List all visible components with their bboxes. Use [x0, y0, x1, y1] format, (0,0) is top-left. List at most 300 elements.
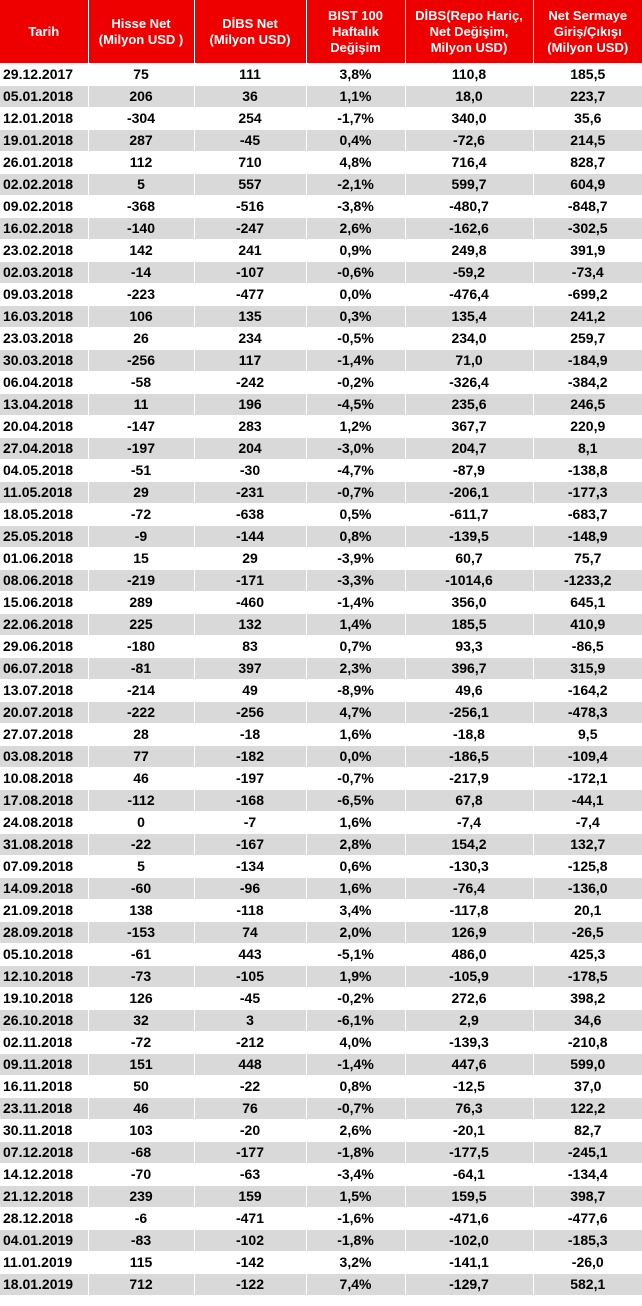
net-sermaye-cell: 82,7 — [533, 1120, 642, 1142]
date-cell: 23.03.2018 — [0, 328, 88, 350]
net-sermaye-cell: 582,1 — [533, 1274, 642, 1296]
dibs-net-cell: -168 — [194, 790, 306, 812]
hisse-net-cell: 289 — [88, 592, 194, 614]
dibs-repo-cell: 67,8 — [405, 790, 533, 812]
dibs-net-cell: -142 — [194, 1252, 306, 1274]
dibs-repo-cell: -139,5 — [405, 526, 533, 548]
dibs-net-cell: 111 — [194, 64, 306, 86]
table-row — [0, 328, 642, 350]
bist100-change-cell: -3,4% — [306, 1164, 405, 1186]
date-cell: 03.08.2018 — [0, 746, 88, 768]
date-cell: 14.12.2018 — [0, 1164, 88, 1186]
dibs-net-cell: -96 — [194, 878, 306, 900]
table-row — [0, 988, 642, 1010]
hisse-net-cell: 225 — [88, 614, 194, 636]
date-cell: 15.06.2018 — [0, 592, 88, 614]
hisse-net-cell: -304 — [88, 108, 194, 130]
dibs-net-cell: -22 — [194, 1076, 306, 1098]
date-cell: 01.06.2018 — [0, 548, 88, 570]
table-row — [0, 790, 642, 812]
table-row — [0, 856, 642, 878]
bist100-change-cell: 7,4% — [306, 1274, 405, 1296]
dibs-net-cell: 710 — [194, 152, 306, 174]
hisse-net-cell: -72 — [88, 504, 194, 526]
dibs-repo-cell: 49,6 — [405, 680, 533, 702]
bist100-change-cell: 1,6% — [306, 724, 405, 746]
dibs-repo-cell: 396,7 — [405, 658, 533, 680]
date-cell: 30.11.2018 — [0, 1120, 88, 1142]
dibs-net-cell: -167 — [194, 834, 306, 856]
hisse-net-cell: 26 — [88, 328, 194, 350]
bist100-change-cell: -1,4% — [306, 350, 405, 372]
net-sermaye-cell: 214,5 — [533, 130, 642, 152]
bist100-change-cell: -2,1% — [306, 174, 405, 196]
bist100-change-cell: -3,8% — [306, 196, 405, 218]
net-sermaye-cell: 9,5 — [533, 724, 642, 746]
date-cell: 12.01.2018 — [0, 108, 88, 130]
date-cell: 22.06.2018 — [0, 614, 88, 636]
hisse-net-cell: -70 — [88, 1164, 194, 1186]
dibs-repo-cell: 154,2 — [405, 834, 533, 856]
dibs-repo-cell: 2,9 — [405, 1010, 533, 1032]
table-row — [0, 768, 642, 790]
date-cell: 21.09.2018 — [0, 900, 88, 922]
dibs-net-cell: -122 — [194, 1274, 306, 1296]
date-cell: 24.08.2018 — [0, 812, 88, 834]
table-row — [0, 966, 642, 988]
table-row — [0, 1230, 642, 1252]
table-row — [0, 570, 642, 592]
date-cell: 19.01.2018 — [0, 130, 88, 152]
dibs-net-cell: 159 — [194, 1186, 306, 1208]
bist100-change-cell: 2,8% — [306, 834, 405, 856]
bist100-change-cell: 1,2% — [306, 416, 405, 438]
hisse-net-cell: -223 — [88, 284, 194, 306]
date-cell: 30.03.2018 — [0, 350, 88, 372]
net-sermaye-cell: 35,6 — [533, 108, 642, 130]
date-cell: 27.04.2018 — [0, 438, 88, 460]
table-row — [0, 922, 642, 944]
net-sermaye-cell: 599,0 — [533, 1054, 642, 1076]
column-header-line: Giriş/Çıkışı — [553, 23, 622, 39]
dibs-repo-cell: -476,4 — [405, 284, 533, 306]
bist100-change-cell: 1,4% — [306, 614, 405, 636]
dibs-repo-cell: -206,1 — [405, 482, 533, 504]
dibs-net-cell: 234 — [194, 328, 306, 350]
dibs-repo-cell: -72,6 — [405, 130, 533, 152]
table-row — [0, 614, 642, 636]
table-row — [0, 1142, 642, 1164]
dibs-net-cell: -247 — [194, 218, 306, 240]
net-sermaye-cell: 398,7 — [533, 1186, 642, 1208]
hisse-net-cell: 50 — [88, 1076, 194, 1098]
dibs-net-cell: -45 — [194, 988, 306, 1010]
dibs-net-cell: -638 — [194, 504, 306, 526]
header-dibs-net — [194, 0, 306, 64]
hisse-net-cell: 115 — [88, 1252, 194, 1274]
bist100-change-cell: -5,1% — [306, 944, 405, 966]
bist100-change-cell: -1,4% — [306, 592, 405, 614]
hisse-net-cell: -153 — [88, 922, 194, 944]
column-header-line: DİBS Net — [222, 15, 278, 31]
date-cell: 05.10.2018 — [0, 944, 88, 966]
dibs-net-cell: -107 — [194, 262, 306, 284]
dibs-net-cell: -171 — [194, 570, 306, 592]
table-row — [0, 1054, 642, 1076]
bist100-change-cell: -1,8% — [306, 1142, 405, 1164]
hisse-net-cell: -9 — [88, 526, 194, 548]
hisse-net-cell: -14 — [88, 262, 194, 284]
bist100-change-cell: -0,2% — [306, 372, 405, 394]
dibs-net-cell: -256 — [194, 702, 306, 724]
bist100-change-cell: 0,3% — [306, 306, 405, 328]
bist100-change-cell: -1,6% — [306, 1208, 405, 1230]
dibs-repo-cell: 159,5 — [405, 1186, 533, 1208]
table-row — [0, 350, 642, 372]
net-sermaye-cell: -164,2 — [533, 680, 642, 702]
net-sermaye-cell: -699,2 — [533, 284, 642, 306]
hisse-net-cell: 112 — [88, 152, 194, 174]
hisse-net-cell: 103 — [88, 1120, 194, 1142]
dibs-repo-cell: -480,7 — [405, 196, 533, 218]
table-row — [0, 438, 642, 460]
net-sermaye-cell: 75,7 — [533, 548, 642, 570]
table-row — [0, 1076, 642, 1098]
date-cell: 26.01.2018 — [0, 152, 88, 174]
table-row — [0, 702, 642, 724]
bist100-change-cell: -3,9% — [306, 548, 405, 570]
hisse-net-cell: 5 — [88, 174, 194, 196]
bist100-change-cell: 0,8% — [306, 1076, 405, 1098]
hisse-net-cell: -197 — [88, 438, 194, 460]
bist100-change-cell: -0,5% — [306, 328, 405, 350]
table-row — [0, 1186, 642, 1208]
dibs-repo-cell: -87,9 — [405, 460, 533, 482]
hisse-net-cell: 75 — [88, 64, 194, 86]
table-row — [0, 196, 642, 218]
bist100-change-cell: -1,7% — [306, 108, 405, 130]
hisse-net-cell: -83 — [88, 1230, 194, 1252]
dibs-net-cell: 196 — [194, 394, 306, 416]
bist100-change-cell: 1,6% — [306, 878, 405, 900]
dibs-repo-cell: 126,9 — [405, 922, 533, 944]
date-cell: 29.06.2018 — [0, 636, 88, 658]
dibs-net-cell: 117 — [194, 350, 306, 372]
date-cell: 16.03.2018 — [0, 306, 88, 328]
date-cell: 28.09.2018 — [0, 922, 88, 944]
dibs-repo-cell: 93,3 — [405, 636, 533, 658]
dibs-repo-cell: -611,7 — [405, 504, 533, 526]
dibs-repo-cell: 18,0 — [405, 86, 533, 108]
table-row — [0, 240, 642, 262]
dibs-net-cell: -20 — [194, 1120, 306, 1142]
net-sermaye-cell: 34,6 — [533, 1010, 642, 1032]
dibs-net-cell: -182 — [194, 746, 306, 768]
date-cell: 16.11.2018 — [0, 1076, 88, 1098]
column-header-line: Net Değişim, — [429, 23, 509, 39]
hisse-net-cell: -147 — [88, 416, 194, 438]
date-cell: 23.02.2018 — [0, 240, 88, 262]
hisse-net-cell: 5 — [88, 856, 194, 878]
table-row — [0, 504, 642, 526]
dibs-net-cell: -18 — [194, 724, 306, 746]
net-sermaye-cell: -477,6 — [533, 1208, 642, 1230]
table-row — [0, 1120, 642, 1142]
date-cell: 26.10.2018 — [0, 1010, 88, 1032]
net-sermaye-cell: -177,3 — [533, 482, 642, 504]
table-row — [0, 1010, 642, 1032]
bist100-change-cell: 4,7% — [306, 702, 405, 724]
date-cell: 02.02.2018 — [0, 174, 88, 196]
table-row — [0, 86, 642, 108]
date-cell: 21.12.2018 — [0, 1186, 88, 1208]
date-cell: 07.09.2018 — [0, 856, 88, 878]
date-cell: 06.07.2018 — [0, 658, 88, 680]
header-bist100 — [306, 0, 405, 64]
table-row — [0, 108, 642, 130]
dibs-repo-cell: -105,9 — [405, 966, 533, 988]
date-cell: 16.02.2018 — [0, 218, 88, 240]
hisse-net-cell: 29 — [88, 482, 194, 504]
date-cell: 18.01.2019 — [0, 1274, 88, 1296]
table-row — [0, 416, 642, 438]
dibs-repo-cell: -186,5 — [405, 746, 533, 768]
dibs-repo-cell: -217,9 — [405, 768, 533, 790]
net-sermaye-cell: 132,7 — [533, 834, 642, 856]
dibs-net-cell: 29 — [194, 548, 306, 570]
bist100-change-cell: -4,7% — [306, 460, 405, 482]
hisse-net-cell: 151 — [88, 1054, 194, 1076]
dibs-net-cell: 135 — [194, 306, 306, 328]
dibs-net-cell: 448 — [194, 1054, 306, 1076]
bist100-change-cell: 3,2% — [306, 1252, 405, 1274]
dibs-net-cell: -118 — [194, 900, 306, 922]
dibs-net-cell: -516 — [194, 196, 306, 218]
dibs-repo-cell: 235,6 — [405, 394, 533, 416]
table-row — [0, 1274, 642, 1296]
dibs-net-cell: -477 — [194, 284, 306, 306]
dibs-repo-cell: 272,6 — [405, 988, 533, 1010]
hisse-net-cell: -140 — [88, 218, 194, 240]
hisse-net-cell: -22 — [88, 834, 194, 856]
net-sermaye-cell: -136,0 — [533, 878, 642, 900]
dibs-repo-cell: -129,7 — [405, 1274, 533, 1296]
hisse-net-cell: -368 — [88, 196, 194, 218]
net-sermaye-cell: -1233,2 — [533, 570, 642, 592]
dibs-repo-cell: 110,8 — [405, 64, 533, 86]
net-sermaye-cell: -184,9 — [533, 350, 642, 372]
date-cell: 11.01.2019 — [0, 1252, 88, 1274]
bist100-change-cell: 0,7% — [306, 636, 405, 658]
bist100-change-cell: -8,9% — [306, 680, 405, 702]
net-sermaye-cell: 315,9 — [533, 658, 642, 680]
date-cell: 14.09.2018 — [0, 878, 88, 900]
dibs-net-cell: 76 — [194, 1098, 306, 1120]
bist100-change-cell: 1,9% — [306, 966, 405, 988]
net-sermaye-cell: 259,7 — [533, 328, 642, 350]
dibs-net-cell: 204 — [194, 438, 306, 460]
net-sermaye-cell: 425,3 — [533, 944, 642, 966]
dibs-net-cell: -45 — [194, 130, 306, 152]
dibs-repo-cell: -326,4 — [405, 372, 533, 394]
bist100-change-cell: 0,5% — [306, 504, 405, 526]
date-cell: 07.12.2018 — [0, 1142, 88, 1164]
bist100-change-cell: 3,4% — [306, 900, 405, 922]
date-cell: 05.01.2018 — [0, 86, 88, 108]
net-sermaye-cell: -26,5 — [533, 922, 642, 944]
bist100-change-cell: 0,6% — [306, 856, 405, 878]
dibs-net-cell: 397 — [194, 658, 306, 680]
table-row — [0, 812, 642, 834]
table-row — [0, 1208, 642, 1230]
table-row — [0, 460, 642, 482]
net-sermaye-cell: -848,7 — [533, 196, 642, 218]
date-cell: 10.08.2018 — [0, 768, 88, 790]
net-sermaye-cell: -178,5 — [533, 966, 642, 988]
table-row — [0, 262, 642, 284]
dibs-repo-cell: 60,7 — [405, 548, 533, 570]
dibs-net-cell: -231 — [194, 482, 306, 504]
dibs-repo-cell: 135,4 — [405, 306, 533, 328]
dibs-repo-cell: -471,6 — [405, 1208, 533, 1230]
net-sermaye-cell: 20,1 — [533, 900, 642, 922]
hisse-net-cell: 206 — [88, 86, 194, 108]
hisse-net-cell: 126 — [88, 988, 194, 1010]
net-sermaye-cell: -138,8 — [533, 460, 642, 482]
hisse-net-cell: 32 — [88, 1010, 194, 1032]
net-sermaye-cell: -478,3 — [533, 702, 642, 724]
table-row — [0, 944, 642, 966]
dibs-net-cell: 557 — [194, 174, 306, 196]
table-row — [0, 130, 642, 152]
dibs-repo-cell: -162,6 — [405, 218, 533, 240]
net-sermaye-cell: 246,5 — [533, 394, 642, 416]
table-row — [0, 372, 642, 394]
table-row — [0, 548, 642, 570]
dibs-repo-cell: 599,7 — [405, 174, 533, 196]
table-row — [0, 636, 642, 658]
dibs-net-cell: 254 — [194, 108, 306, 130]
bist100-change-cell: 0,0% — [306, 746, 405, 768]
hisse-net-cell: 712 — [88, 1274, 194, 1296]
date-cell: 20.04.2018 — [0, 416, 88, 438]
hisse-net-cell: -61 — [88, 944, 194, 966]
dibs-repo-cell: -102,0 — [405, 1230, 533, 1252]
table-row — [0, 218, 642, 240]
bist100-change-cell: -0,6% — [306, 262, 405, 284]
date-cell: 29.12.2017 — [0, 64, 88, 86]
date-cell: 04.05.2018 — [0, 460, 88, 482]
bist100-change-cell: 0,0% — [306, 284, 405, 306]
dibs-net-cell: -177 — [194, 1142, 306, 1164]
dibs-repo-cell: 71,0 — [405, 350, 533, 372]
hisse-net-cell: 287 — [88, 130, 194, 152]
bist100-change-cell: 1,5% — [306, 1186, 405, 1208]
net-sermaye-cell: -134,4 — [533, 1164, 642, 1186]
table-row — [0, 482, 642, 504]
bist100-change-cell: 3,8% — [306, 64, 405, 86]
table-row — [0, 592, 642, 614]
date-cell: 09.02.2018 — [0, 196, 88, 218]
dibs-repo-cell: 486,0 — [405, 944, 533, 966]
hisse-net-cell: 138 — [88, 900, 194, 922]
table-row — [0, 900, 642, 922]
column-header-line: (Milyon USD) — [209, 31, 291, 47]
hisse-net-cell: -256 — [88, 350, 194, 372]
hisse-net-cell: 15 — [88, 548, 194, 570]
date-cell: 06.04.2018 — [0, 372, 88, 394]
dibs-repo-cell: 204,7 — [405, 438, 533, 460]
bist100-change-cell: -6,1% — [306, 1010, 405, 1032]
date-cell: 13.07.2018 — [0, 680, 88, 702]
dibs-net-cell: -471 — [194, 1208, 306, 1230]
table-row — [0, 746, 642, 768]
bist100-change-cell: -0,7% — [306, 482, 405, 504]
date-cell: 11.05.2018 — [0, 482, 88, 504]
hisse-net-cell: 46 — [88, 768, 194, 790]
net-sermaye-cell: 398,2 — [533, 988, 642, 1010]
bist100-change-cell: 2,6% — [306, 218, 405, 240]
bist100-change-cell: 1,6% — [306, 812, 405, 834]
net-sermaye-cell: -73,4 — [533, 262, 642, 284]
bist100-change-cell: -6,5% — [306, 790, 405, 812]
hisse-net-cell: -222 — [88, 702, 194, 724]
net-sermaye-cell: 37,0 — [533, 1076, 642, 1098]
bist100-change-cell: -0,7% — [306, 1098, 405, 1120]
table-header-row — [0, 0, 642, 64]
dibs-net-cell: -144 — [194, 526, 306, 548]
dibs-repo-cell: -1014,6 — [405, 570, 533, 592]
dibs-net-cell: 443 — [194, 944, 306, 966]
net-sermaye-cell: 645,1 — [533, 592, 642, 614]
table-body — [0, 64, 642, 1296]
dibs-repo-cell: 716,4 — [405, 152, 533, 174]
net-sermaye-cell: -384,2 — [533, 372, 642, 394]
net-sermaye-cell: 223,7 — [533, 86, 642, 108]
table-row — [0, 1032, 642, 1054]
net-sermaye-cell: 828,7 — [533, 152, 642, 174]
dibs-repo-cell: -59,2 — [405, 262, 533, 284]
dibs-net-cell: -212 — [194, 1032, 306, 1054]
table-row — [0, 174, 642, 196]
table-row — [0, 834, 642, 856]
column-header-line: Net Sermaye — [548, 7, 628, 23]
net-sermaye-cell: -86,5 — [533, 636, 642, 658]
hisse-net-cell: -81 — [88, 658, 194, 680]
bist100-change-cell: -3,0% — [306, 438, 405, 460]
bist100-change-cell: 0,8% — [306, 526, 405, 548]
dibs-repo-cell: 340,0 — [405, 108, 533, 130]
bist100-change-cell: -1,4% — [306, 1054, 405, 1076]
net-sermaye-cell: -7,4 — [533, 812, 642, 834]
date-cell: 04.01.2019 — [0, 1230, 88, 1252]
hisse-net-cell: -6 — [88, 1208, 194, 1230]
dibs-repo-cell: -12,5 — [405, 1076, 533, 1098]
dibs-repo-cell: -130,3 — [405, 856, 533, 878]
header-dibs-repo — [405, 0, 533, 64]
bist100-change-cell: 4,8% — [306, 152, 405, 174]
table-row — [0, 152, 642, 174]
hisse-net-cell: -219 — [88, 570, 194, 592]
dibs-net-cell: -134 — [194, 856, 306, 878]
hisse-net-cell: -180 — [88, 636, 194, 658]
date-cell: 27.07.2018 — [0, 724, 88, 746]
net-sermaye-cell: 8,1 — [533, 438, 642, 460]
net-sermaye-cell: -172,1 — [533, 768, 642, 790]
bist100-change-cell: 0,4% — [306, 130, 405, 152]
hisse-net-cell: -51 — [88, 460, 194, 482]
bist100-change-cell: -0,7% — [306, 768, 405, 790]
